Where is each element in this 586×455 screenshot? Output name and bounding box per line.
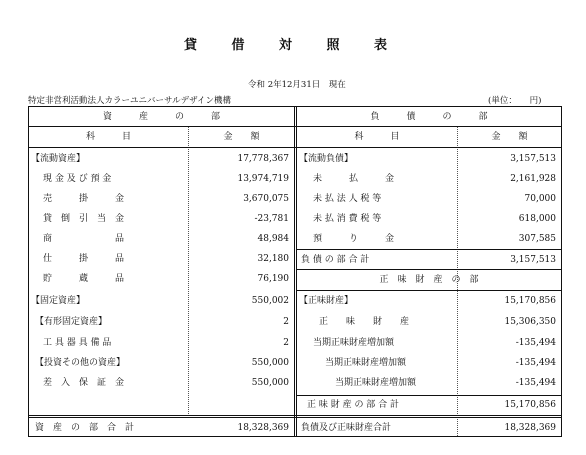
report-date: 令和 2年12月31日 現在 [248, 80, 346, 90]
net-assets-row-amount: -135,494 [515, 358, 556, 368]
net-assets-row-amount: 15,170,856 [504, 296, 556, 306]
assets-row-amount: 550,000 [251, 358, 289, 368]
assets-row-amount: 2 [283, 317, 289, 327]
net-assets-row-label: 当期正味財産増加額 [335, 378, 417, 388]
document-title: 貸 借 対 照 表 [183, 38, 403, 53]
assets-row-label: 現 金 及 び 預 金 [43, 174, 112, 184]
assets-row-amount: 17,778,367 [237, 154, 289, 164]
assets-row-label: 仕 掛 品 [43, 254, 125, 264]
column-header-line [29, 147, 561, 148]
assets-row-label: 【有形固定資産】 [35, 317, 108, 327]
net-assets-row-amount: 15,306,350 [504, 317, 556, 327]
totals-line [29, 415, 561, 416]
assets-row-amount: 32,180 [257, 254, 289, 264]
liabilities-row-amount: 2,161,928 [510, 174, 556, 184]
assets-row-amount: 550,000 [251, 378, 289, 388]
assets-row-label: 差 入 保 証 金 [43, 378, 125, 388]
assets-row-amount: 550,002 [251, 296, 289, 306]
liabilities-row-amount: 618,000 [518, 214, 556, 224]
assets-row-label: 【固定資産】 [31, 296, 86, 306]
assets-row-label: 【流動資産】 [31, 154, 86, 164]
balance-sheet-table [28, 106, 562, 437]
assets-section-header: 資 産 の 部 [102, 112, 220, 122]
liabilities-item-column-header: 科 目 [354, 132, 400, 142]
assets-row-amount: 76,190 [257, 274, 289, 284]
liabilities-row-amount: 3,157,513 [510, 154, 556, 164]
assets-row-label: 工 具 器 具 備 品 [43, 338, 112, 348]
assets-total-label: 資 産 の 部 合 計 [35, 423, 135, 433]
assets-row-label: 貯 蔵 品 [43, 274, 125, 284]
liabilities-row-label: 未 払 法 人 税 等 [313, 194, 382, 204]
liabilities-total-label: 負 債 の 部 合 計 [301, 255, 370, 265]
assets-row-amount: 2 [283, 338, 289, 348]
assets-item-column-header: 科 目 [85, 132, 131, 142]
assets-row-label: 貸 倒 引 当 金 [43, 214, 125, 224]
liabilities-and-net-assets-total-amount: 18,328,369 [504, 423, 556, 433]
liabilities-row-label: 未 払 金 [313, 174, 395, 184]
liabilities-total-amount: 3,157,513 [510, 255, 556, 265]
liabilities-row-label: 未 払 消 費 税 等 [313, 214, 382, 224]
net-assets-row-label: 当期正味財産増加額 [325, 358, 407, 368]
net-assets-row-label: 当期正味財産増加額 [313, 338, 395, 348]
net-assets-row-amount: -135,494 [515, 338, 556, 348]
assets-row-label: 【投資その他の資産】 [35, 358, 126, 368]
assets-row-amount: 48,984 [257, 234, 289, 244]
liabilities-row-amount: 70,000 [524, 194, 556, 204]
liabilities-section-header: 負 債 の 部 [370, 112, 488, 122]
center-divider [294, 107, 295, 436]
assets-row-amount: -23,781 [254, 214, 289, 224]
net-assets-row-label: 正 味 財 産 [319, 317, 410, 327]
net-assets-section-header: 正 味 財 産 の 部 [379, 275, 479, 285]
unit-label: (単位： 円) [488, 96, 542, 106]
assets-row-label: 売 掛 金 [43, 194, 125, 204]
assets-row-amount: 13,974,719 [237, 174, 289, 184]
net-assets-subtotal-label: 正 味 財 産 の 部 合 計 [307, 400, 400, 410]
net-assets-row-label: 【正味財産】 [299, 296, 354, 306]
organization-name: 特定非営利活動法人カラーユニバーサルデザイン機構 [28, 96, 231, 106]
liabilities-and-net-assets-total-label: 負債及び正味財産合計 [301, 423, 392, 433]
liabilities-row-amount: 307,585 [518, 234, 556, 244]
assets-amount-column-header: 金 額 [223, 132, 260, 142]
net-assets-subtotal-amount: 15,170,856 [504, 400, 556, 410]
assets-total-amount: 18,328,369 [237, 423, 289, 433]
liabilities-amount-column-header: 金 額 [491, 132, 528, 142]
liabilities-row-label: 【流動負債】 [299, 154, 354, 164]
liabilities-row-label: 預 り 金 [313, 234, 395, 244]
net-assets-row-amount: -135,494 [515, 378, 556, 388]
assets-row-label: 商 品 [43, 234, 125, 244]
assets-row-amount: 3,670,075 [243, 194, 289, 204]
